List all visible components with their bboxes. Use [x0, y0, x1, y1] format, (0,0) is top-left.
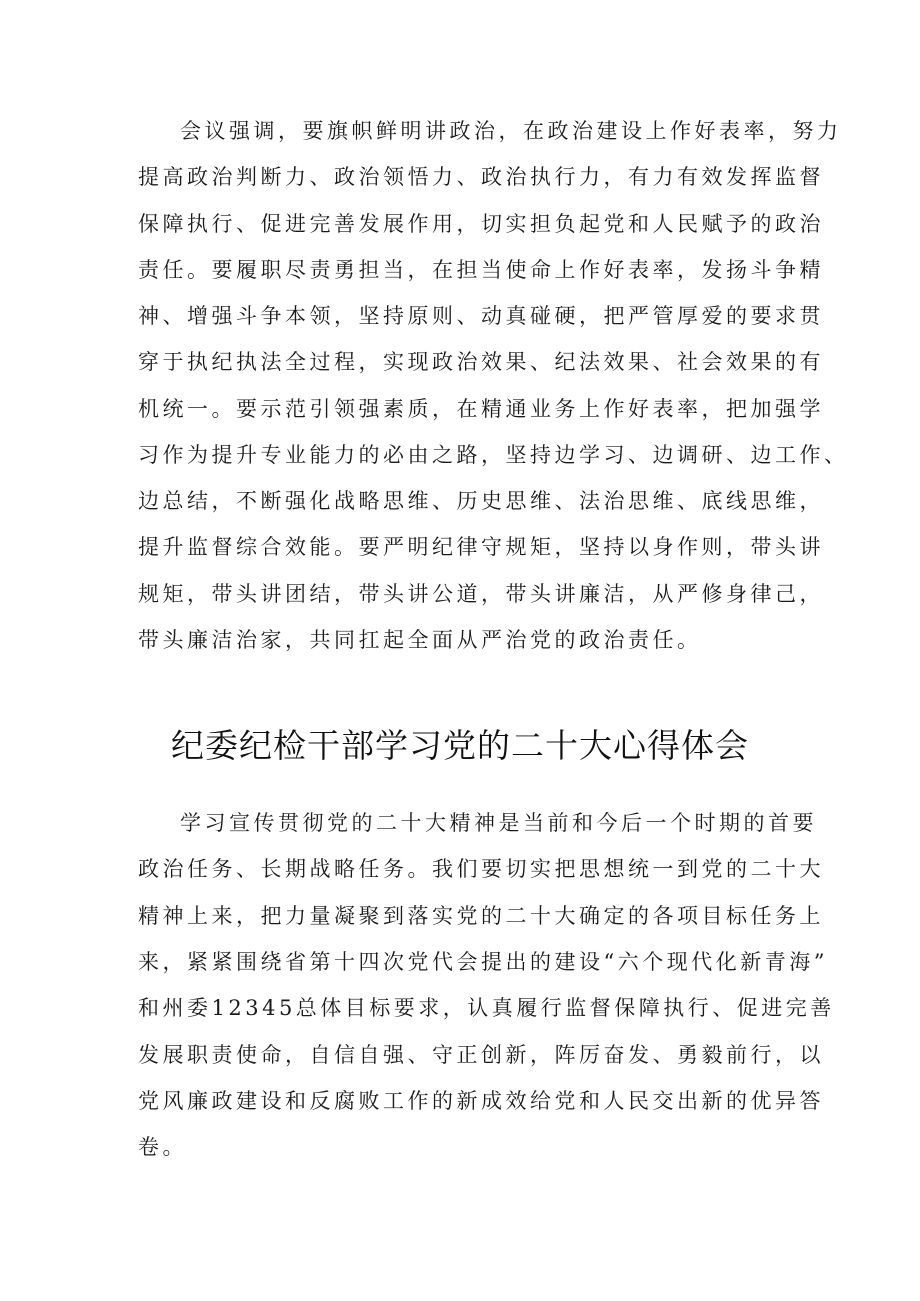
- paragraph-1-line-1: 会议强调，要旗帜鲜明讲政治，在政治建设上作好表率，努力: [180, 119, 842, 143]
- paragraph-2-line-5: 和州委12345总体目标要求，认真履行监督保障执行、促进完善: [138, 996, 835, 1020]
- paragraph-2-line-4: 来，紧紧围绕省第十四次党代会提出的建设“六个现代化新青海”: [138, 950, 828, 974]
- paragraph-1-line-2: 提高政治判断力、政治领悟力、政治执行力，有力有效发挥监督: [138, 165, 824, 189]
- paragraph-2-line-6: 发展职责使命，自信自强、守正创新，阵厉奋发、勇毅前行，以: [138, 1043, 824, 1067]
- paragraph-2-line-8: 卷。: [138, 1135, 187, 1159]
- paragraph-1-line-12: 带头廉洁治家，共同扛起全面从严治党的政治责任。: [138, 628, 702, 652]
- paragraph-1-line-9: 边总结，不断强化战略思维、历史思维、法治思维、底线思维，: [138, 489, 824, 513]
- paragraph-2-line-1: 学习宣传贯彻党的二十大精神是当前和今后一个时期的首要: [180, 811, 817, 835]
- paragraph-1-line-11: 规矩，带头讲团结，带头讲公道，带头讲廉洁，从严修身律己，: [138, 582, 824, 606]
- paragraph-2-line-3: 精神上来，把力量凝聚到落实党的二十大确定的各项目标任务上: [138, 904, 824, 928]
- paragraph-2-line-2: 政治任务、长期战略任务。我们要切实把思想统一到党的二十大: [138, 857, 824, 881]
- section-heading: 纪委纪检干部学习党的二十大心得体会: [171, 726, 749, 765]
- paragraph-1-line-8: 习作为提升专业能力的必由之路，坚持边学习、边调研、边工作、: [138, 443, 849, 467]
- paragraph-1-line-7: 机统一。要示范引领强素质，在精通业务上作好表率，把加强学: [138, 397, 824, 421]
- paragraph-1-line-3: 保障执行、促进完善发展作用，切实担负起党和人民赋予的政治: [138, 212, 824, 236]
- paragraph-1-line-10: 提升监督综合效能。要严明纪律守规矩，坚持以身作则，带头讲: [138, 535, 824, 559]
- paragraph-1-line-5: 神、增强斗争本领，坚持原则、动真碰硬，把严管厚爱的要求贯: [138, 304, 824, 328]
- paragraph-2-line-7: 党风廉政建设和反腐败工作的新成效给党和人民交出新的优异答: [138, 1089, 824, 1113]
- paragraph-1-line-6: 穿于执纪执法全过程，实现政治效果、纪法效果、社会效果的有: [138, 350, 824, 374]
- paragraph-1-line-4: 责任。要履职尽责勇担当，在担当使命上作好表率，发扬斗争精: [138, 258, 824, 282]
